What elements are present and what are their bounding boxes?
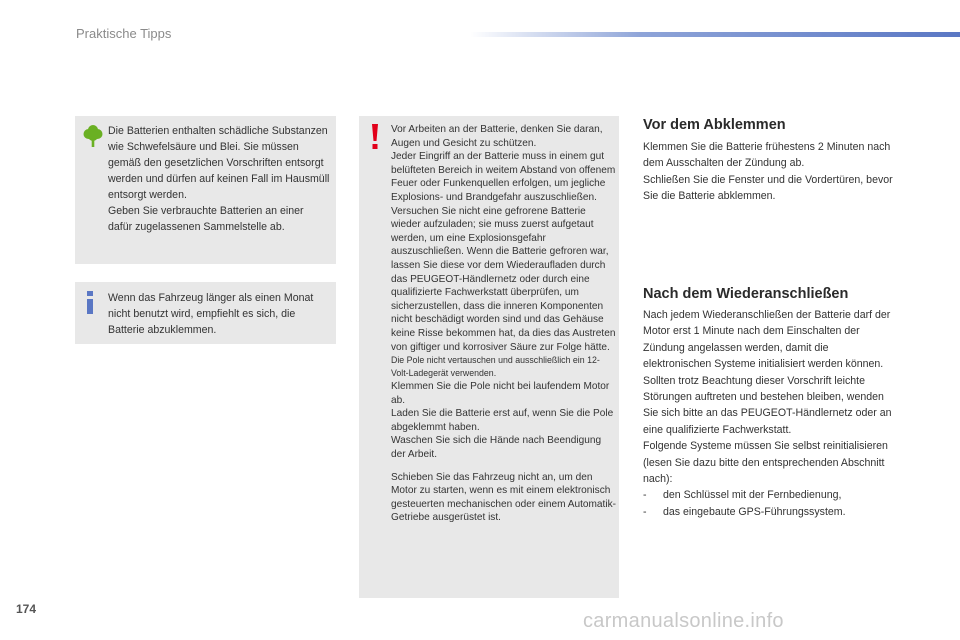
list-item-text: das eingebaute GPS-Führungssystem. xyxy=(663,505,846,518)
heading-nach-dem-wiederanschliessen: Nach dem Wiederanschließen xyxy=(643,286,849,302)
warning-paragraph: Jeder Eingriff an der Batterie muss in einem gut belüfteten Bereich in weitem Abstand von offenem Feuer oder Funkenquellen erfolgen, um jegliche Explosions- und Brandgefahr auszuschließen. xyxy=(391,151,616,203)
page-number: 174 xyxy=(16,602,37,616)
eco-paragraph: Geben Sie verbrauchte Batterien an einer dafür zugelassenen Sammelstelle ab. xyxy=(108,205,304,233)
list-item xyxy=(643,504,898,520)
warning-paragraph: Versuchen Sie nicht eine gefrorene Batterie wieder aufzuladen; sie muss zuerst aufgetaut werden, um eine Explosionsgefahr auszuschließen. Wenn die Batterie gefroren war, lassen Sie diese vor dem Wiederaufladen durch das PEUGEOT-Händlernetz oder durch eine qualifizierte Fachwerkstatt überprüfen, um sicherzustellen, dass die inneren Komponenten nicht beschädigt worden sind und das Gehäuse keine Risse bekommen hat, da dies das Austreten von giftiger und korrosiver Säure zur Folge hätte. xyxy=(391,205,616,353)
body-paragraph: Klemmen Sie die Batterie frühestens 2 Minuten nach dem Ausschalten der Zündung ab. xyxy=(643,141,891,170)
info-note-box xyxy=(75,282,336,344)
eco-paragraph: Die Batterien enthalten schädliche Substanzen wie Schwefelsäure und Blei. Sie müssen gemäß den gesetzlichen Vorschriften entsorgt werden und dürfen auf keinen Fall im Hausmüll entsorgt werden. xyxy=(108,125,330,201)
info-icon xyxy=(84,291,98,320)
list-dash: - xyxy=(643,489,647,502)
warning-paragraph: Vor Arbeiten an der Batterie, denken Sie daran, Augen und Gesicht zu schützen. xyxy=(391,124,603,149)
tree-icon xyxy=(83,124,103,153)
vor-dem-abklemmen-text xyxy=(643,139,898,205)
watermark: carmanualsonline.info xyxy=(583,610,784,632)
warning-note-box xyxy=(359,116,619,598)
warning-paragraph: Schieben Sie das Fahrzeug nicht an, um den Motor zu starten, wenn es mit einem elektronisch gesteuerten mechanischen oder einem Automatik-Getriebe ausgerüstet ist. xyxy=(391,471,616,524)
nach-dem-wiederanschliessen-text xyxy=(643,307,898,520)
warning-paragraph: Laden Sie die Batterie erst auf, wenn Sie die Pole abgeklemmt haben. xyxy=(391,408,614,433)
warning-paragraph: Waschen Sie sich die Hände nach Beendigung der Arbeit. xyxy=(391,435,602,461)
heading-vor-dem-abklemmen: Vor dem Abklemmen xyxy=(643,117,786,133)
warning-paragraph-small: Die Pole nicht vertauschen und ausschließlich ein 12-Volt-Ladegerät verwenden. xyxy=(391,355,600,379)
body-paragraph: Folgende Systeme müssen Sie selbst reinitialisieren (lesen Sie dazu bitte den entsprechenden Abschnitt nach): xyxy=(643,440,888,486)
info-text: Wenn das Fahrzeug länger als einen Monat nicht benutzt wird, empfiehlt es sich, die Batterie abzuklemmen. xyxy=(108,292,314,336)
list-item xyxy=(643,487,898,503)
body-paragraph: Nach jedem Wiederanschließen der Batterie darf der Motor erst 1 Minute nach dem Einschalten der Zündung angelassen werden, damit die elektronischen Systeme initialisiert werden können. Sollten trotz Beachtung dieser Vorschrift leichte Störungen auftreten und bestehen bleiben, wenden Sie sich bitte an das PEUGEOT-Händlernetz oder an eine qualifizierte Fachwerkstatt. xyxy=(643,309,892,436)
environment-note-box xyxy=(75,116,336,264)
warning-paragraph: Klemmen Sie die Pole nicht bei laufendem Motor ab. xyxy=(391,381,610,406)
exclamation-icon xyxy=(371,124,379,155)
list-dash: - xyxy=(643,505,647,518)
list-item-text: den Schlüssel mit der Fernbedienung, xyxy=(663,489,842,502)
section-title: Praktische Tipps xyxy=(76,26,172,41)
header-bar xyxy=(470,32,960,37)
body-paragraph: Schließen Sie die Fenster und die Vordertüren, bevor Sie die Batterie abklemmen. xyxy=(643,173,893,203)
